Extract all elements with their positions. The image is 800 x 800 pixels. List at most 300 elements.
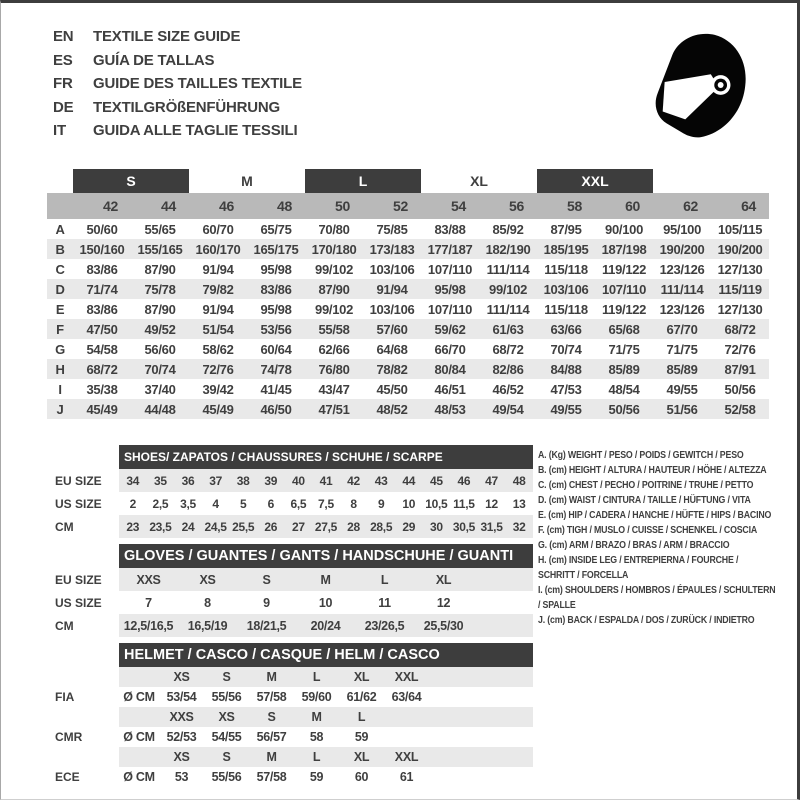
gloves-table-title: GLOVES / GUANTES / GANTS / HANDSCHUHE / GUANTI <box>119 544 533 568</box>
row-label: EU SIZE <box>47 469 119 492</box>
size-cell: 61/62 <box>346 690 377 704</box>
row-letter: G <box>55 341 65 357</box>
row-letter: C <box>55 261 65 277</box>
size-cell: 55/56 <box>211 770 242 784</box>
corner-spacer <box>47 193 73 219</box>
size-cell: 51/54 <box>189 319 247 339</box>
size-cell: 47/50 <box>73 319 131 339</box>
unit-cell <box>119 707 159 727</box>
size-cell: XS <box>178 568 237 591</box>
size-cell: 119/122 <box>601 301 647 317</box>
helmet-table-title: HELMET / CASCO / CASQUE / HELM / CASCO <box>119 643 533 667</box>
size-group-row <box>47 169 769 193</box>
size-cell: 50/56 <box>595 399 653 419</box>
size-column-44: 44 <box>131 193 189 219</box>
sub-table-row <box>47 767 533 787</box>
filler-cell <box>429 747 533 767</box>
size-cell: XL <box>339 667 384 687</box>
measure-row-I <box>47 379 769 399</box>
size-cell: S <box>204 667 249 687</box>
size-cell: 44/48 <box>131 399 189 419</box>
size-cell: 91/94 <box>202 301 234 317</box>
size-cell: 59/62 <box>421 319 479 339</box>
size-cell: 123/126 <box>659 261 705 277</box>
sub-table-row <box>47 687 533 707</box>
size-cell: 53/56 <box>247 319 305 339</box>
size-cell: 127/130 <box>717 301 763 317</box>
size-cell: 85/89 <box>595 359 653 379</box>
shoes-title-row <box>47 445 533 469</box>
row-label: EU SIZE <box>47 568 119 591</box>
size-column-42: 42 <box>73 193 131 219</box>
size-cell: 111/114 <box>486 261 530 277</box>
size-cell: 50/56 <box>724 381 756 397</box>
row-label <box>47 747 119 767</box>
size-cell: 68/72 <box>73 359 131 379</box>
size-cell: 39/42 <box>202 381 234 397</box>
size-cell: 123/126 <box>659 301 705 317</box>
size-cell: 84/88 <box>537 359 595 379</box>
size-cell: 25,5 <box>229 515 257 538</box>
size-cell: 83/86 <box>86 301 118 317</box>
language-title: GUIDA ALLE TAGLIE TESSILI <box>93 122 298 139</box>
size-cell: 185/195 <box>537 239 595 259</box>
size-cell: 177/187 <box>421 239 479 259</box>
size-cell: 173/183 <box>363 239 421 259</box>
size-cell: 12 <box>436 595 451 610</box>
size-column-60: 60 <box>595 193 653 219</box>
size-cell: 5 <box>239 496 247 511</box>
spacer-cell <box>47 544 119 568</box>
size-cell: 56/60 <box>144 341 176 357</box>
size-cell: 57/58 <box>256 690 287 704</box>
size-cell: 190/200 <box>653 239 711 259</box>
size-cell: L <box>294 667 339 687</box>
size-cell: 55/58 <box>305 319 363 339</box>
size-cell: 49/52 <box>131 319 189 339</box>
size-cell: L <box>339 707 384 727</box>
filler-cell <box>429 687 533 707</box>
size-cell: 99/102 <box>479 279 537 299</box>
size-cell: 23 <box>119 515 147 538</box>
size-cell: 45/49 <box>189 399 247 419</box>
size-cell: 105/115 <box>717 221 763 237</box>
row-label <box>47 707 119 727</box>
size-cell: 27 <box>285 515 313 538</box>
size-cell: 115/119 <box>711 279 769 299</box>
size-cell: 43/47 <box>318 381 350 397</box>
size-cell: 6 <box>267 496 274 511</box>
gloves-size-table <box>47 544 533 637</box>
size-cell: XS <box>204 707 249 727</box>
size-cell: XL <box>414 568 473 591</box>
size-cell: 54/58 <box>86 341 118 357</box>
size-cell: 99/102 <box>315 261 353 277</box>
size-cell: 49/54 <box>479 399 537 419</box>
size-cell: 23,5 <box>147 515 175 538</box>
size-cell: 35/38 <box>86 381 118 397</box>
size-cell: XXL <box>384 747 429 767</box>
size-cell: S <box>204 747 249 767</box>
size-cell: 65/68 <box>595 319 653 339</box>
legend-item: I. (cm) SHOULDERS / HOMBROS / ÉPAULES / SCHULTERN / SPALLE <box>538 585 776 611</box>
row-label <box>47 667 119 687</box>
size-cell: 95/98 <box>260 301 292 317</box>
size-cell: 28 <box>340 515 368 538</box>
row-letter: A <box>55 221 65 237</box>
size-cell: XXL <box>384 667 429 687</box>
size-cell: 50/60 <box>86 221 118 237</box>
measure-row-D <box>47 279 769 299</box>
row-label: CMR <box>47 727 119 747</box>
size-cell: 115/118 <box>544 301 588 317</box>
row-label: CM <box>47 614 119 637</box>
language-title: TEXTILE SIZE GUIDE <box>93 28 241 45</box>
size-cell: 82/86 <box>479 359 537 379</box>
measure-row-C <box>47 259 769 279</box>
size-cell: 71/75 <box>666 341 698 357</box>
size-cell: 45/50 <box>376 381 408 397</box>
size-cell: 71/75 <box>608 341 640 357</box>
size-cell: 80/84 <box>421 359 479 379</box>
sub-table-row <box>47 614 533 637</box>
size-cell: 13 <box>512 496 526 511</box>
size-cell: 47/53 <box>550 381 582 397</box>
unit-cell <box>119 667 159 687</box>
size-cell: 42 <box>340 469 368 492</box>
size-cell: 65/75 <box>260 221 292 237</box>
size-cell: 190/200 <box>711 239 769 259</box>
language-title: TEXTILGRÖßENFÜHRUNG <box>93 98 281 116</box>
language-title: GUÍA DE TALLAS <box>93 51 215 69</box>
size-cell: 55/65 <box>144 221 176 237</box>
measure-row-E <box>47 299 769 319</box>
size-cell: 48/52 <box>363 399 421 419</box>
row-letter: H <box>47 359 73 379</box>
size-cell: 9 <box>377 496 385 511</box>
language-row <box>53 96 302 120</box>
size-cell: 150/160 <box>73 239 131 259</box>
language-row <box>53 119 302 143</box>
size-cell: 59 <box>354 730 369 744</box>
spacer-cell <box>47 445 119 469</box>
size-cell: 91/94 <box>363 279 421 299</box>
size-cell: 62/66 <box>318 341 350 357</box>
filler-cell <box>429 727 533 747</box>
size-cell: 2 <box>129 496 136 511</box>
size-cell: M <box>294 707 339 727</box>
row-label: ECE <box>47 767 119 787</box>
size-cell: 25,5/30 <box>414 614 473 637</box>
sub-table-row <box>47 591 533 614</box>
size-cell: 10 <box>318 595 333 610</box>
size-cell: 60/70 <box>202 221 234 237</box>
size-cell: 45 <box>423 469 451 492</box>
row-letter: F <box>47 319 73 339</box>
size-cell: 36 <box>174 469 202 492</box>
size-cell: 8 <box>204 595 211 610</box>
legend-item: C. (cm) CHEST / PECHO / POITRINE / TRUHE / PETTO <box>538 480 754 491</box>
size-cell: 48/53 <box>421 399 479 419</box>
size-cell: 103/106 <box>369 301 415 317</box>
gloves-title-row <box>47 544 533 568</box>
size-cell: 83/86 <box>86 261 118 277</box>
row-letter: D <box>47 279 73 299</box>
size-cell: 127/130 <box>717 261 763 277</box>
filler-cell <box>429 767 533 787</box>
filler-cell <box>429 667 533 687</box>
size-cell: 29 <box>395 515 423 538</box>
sub-table-row <box>47 492 533 515</box>
row-letter: I <box>58 381 62 397</box>
legend-item: G. (cm) ARM / BRAZO / BRAS / ARM / BRACCIO <box>538 540 730 551</box>
size-cell: 83/88 <box>434 221 466 237</box>
size-cell: 9 <box>263 595 270 610</box>
size-cell: XL <box>339 747 384 767</box>
size-cell: XXS <box>159 707 204 727</box>
language-code: FR <box>53 75 73 92</box>
size-cell: 67/70 <box>653 319 711 339</box>
size-cell: 182/190 <box>479 239 537 259</box>
size-cell: 31,5 <box>478 515 506 538</box>
size-column-64: 64 <box>711 193 769 219</box>
language-code: DE <box>53 98 74 116</box>
size-cell: 46/50 <box>247 399 305 419</box>
size-cell: 49/55 <box>666 381 698 397</box>
size-cell: 16,5/19 <box>178 614 237 637</box>
size-cell: L <box>355 568 414 591</box>
size-cell: 59/60 <box>301 690 332 704</box>
size-cell: XS <box>159 747 204 767</box>
measure-row-F <box>47 319 769 339</box>
size-cell: 72/76 <box>724 341 756 357</box>
size-cell: 37 <box>202 469 230 492</box>
size-cell: 35 <box>147 469 175 492</box>
size-cell: 27,5 <box>312 515 340 538</box>
legend-item: B. (cm) HEIGHT / ALTURA / HAUTEUR / HÖHE / ALTEZZA <box>538 465 767 476</box>
size-cell: 58/62 <box>202 341 234 357</box>
racing-helmet-icon <box>649 29 753 141</box>
language-title: GUIDE DES TAILLES TEXTILE <box>93 75 302 92</box>
size-cell: 63/66 <box>537 319 595 339</box>
size-cell: 18/21,5 <box>237 614 296 637</box>
size-cell: 99/102 <box>315 301 353 317</box>
size-column-48: 48 <box>247 193 305 219</box>
size-cell: 61 <box>399 770 414 784</box>
size-cell: 74/78 <box>247 359 305 379</box>
sub-tables-section <box>47 445 537 793</box>
size-cell: 70/80 <box>318 221 350 237</box>
spacer-cell <box>47 643 119 667</box>
size-cell: 11 <box>378 595 391 610</box>
size-cell: 103/106 <box>369 261 415 277</box>
garment-size-table <box>47 169 769 419</box>
size-cell: M <box>249 667 294 687</box>
unit-cell <box>119 747 159 767</box>
size-cell: 75/85 <box>376 221 408 237</box>
size-cell: 24,5 <box>202 515 230 538</box>
size-cell: 4 <box>212 496 219 511</box>
size-cell: XXS <box>119 568 178 591</box>
row-letter: J <box>47 399 73 419</box>
language-title-list <box>53 25 302 143</box>
size-cell: 46 <box>450 469 478 492</box>
size-cell <box>384 727 429 747</box>
size-cell: 155/165 <box>131 239 189 259</box>
size-cell: 53 <box>174 770 189 784</box>
measure-row-A <box>47 219 769 239</box>
measure-row-H <box>47 359 769 379</box>
size-cell: 10,5 <box>425 496 448 511</box>
size-cell: 46/52 <box>492 381 524 397</box>
size-cell: 58 <box>309 730 324 744</box>
size-cell: 43 <box>367 469 395 492</box>
legend-item: H. (cm) INSIDE LEG / ENTREPIERNA / FOURCHE / SCHRITT / FORCELLA <box>538 555 739 581</box>
sub-table-row <box>47 747 533 767</box>
size-cell: 7,5 <box>318 496 334 511</box>
size-cell: 87/95 <box>550 221 582 237</box>
size-cell: 68/72 <box>711 319 769 339</box>
sub-table-row <box>47 469 533 492</box>
size-cell: 71/74 <box>73 279 131 299</box>
size-cell: 83/86 <box>247 279 305 299</box>
language-row <box>53 72 302 96</box>
size-cell: 2,5 <box>152 496 169 511</box>
measurement-legend <box>538 448 776 628</box>
size-cell: 107/110 <box>427 261 473 277</box>
size-cell: 52/53 <box>166 730 197 744</box>
language-code: ES <box>53 51 73 69</box>
size-cell: 39 <box>257 469 285 492</box>
sub-table-row <box>47 707 533 727</box>
size-cell: 79/82 <box>189 279 247 299</box>
size-cell: 95/98 <box>260 261 292 277</box>
size-cell: 51/56 <box>653 399 711 419</box>
size-column-50: 50 <box>305 193 363 219</box>
size-cell: 41 <box>312 469 340 492</box>
size-cell: 48 <box>505 469 533 492</box>
helmet-title-row <box>47 643 533 667</box>
size-cell: 3,5 <box>180 496 196 511</box>
size-cell: 72/76 <box>189 359 247 379</box>
size-cell: 170/180 <box>305 239 363 259</box>
sub-table-row <box>47 568 533 591</box>
size-cell: XS <box>159 667 204 687</box>
size-cell: 46/51 <box>434 381 466 397</box>
row-label: FIA <box>47 687 119 707</box>
size-cell: 64/68 <box>376 341 408 357</box>
size-cell: 49/55 <box>537 399 595 419</box>
size-cell: 90/100 <box>605 221 644 237</box>
size-cell: 57/60 <box>363 319 421 339</box>
filler-cell <box>473 614 533 637</box>
size-cell: 23/26,5 <box>355 614 414 637</box>
size-cell: 187/198 <box>595 239 653 259</box>
size-cell <box>384 707 429 727</box>
size-cell: 8 <box>350 496 357 511</box>
size-cell: 12 <box>485 496 498 511</box>
size-cell: 47 <box>478 469 506 492</box>
size-cell: 107/110 <box>427 301 473 317</box>
size-cell: 38 <box>229 469 257 492</box>
filler-cell <box>429 707 533 727</box>
size-cell: 119/122 <box>601 261 647 277</box>
size-cell: 76/80 <box>305 359 363 379</box>
group-spacer <box>47 169 73 193</box>
sub-table-row <box>47 667 533 687</box>
size-cell: 7 <box>145 595 152 610</box>
filler-cell <box>473 568 533 591</box>
size-cell: 111/114 <box>653 279 711 299</box>
size-cell: 47/51 <box>305 399 363 419</box>
size-cell: 111/114 <box>486 301 530 317</box>
language-row <box>53 49 302 73</box>
legend-item: E. (cm) HIP / CADERA / HANCHE / HÜFTE / HIPS / BACINO <box>538 510 772 521</box>
size-cell: 87/90 <box>144 261 176 277</box>
size-cell: 57/58 <box>256 770 287 784</box>
size-cell: 41/45 <box>260 381 292 397</box>
size-cell: 66/70 <box>434 341 466 357</box>
measure-row-B <box>47 239 769 259</box>
language-row <box>53 25 302 49</box>
size-cell: 75/78 <box>131 279 189 299</box>
size-column-46: 46 <box>189 193 247 219</box>
size-cell: 11,5 <box>453 496 475 511</box>
size-group-XL: XL <box>421 169 537 193</box>
size-cell: 91/94 <box>202 261 234 277</box>
size-cell: 63/64 <box>391 690 422 704</box>
size-cell: M <box>249 747 294 767</box>
size-column-56: 56 <box>479 193 537 219</box>
row-letter: E <box>55 301 65 317</box>
shoes-size-table <box>47 445 533 538</box>
language-code: IT <box>53 122 66 139</box>
row-label: CM <box>47 515 119 538</box>
size-cell: 55/56 <box>211 690 242 704</box>
size-cell: S <box>249 707 294 727</box>
row-label: US SIZE <box>47 591 119 614</box>
racing-helmet-icon <box>649 29 753 141</box>
size-cell: 60/64 <box>260 341 292 357</box>
shoes-table-title: SHOES/ ZAPATOS / CHAUSSURES / SCHUHE / SCARPE <box>119 445 533 469</box>
size-cell: 87/91 <box>711 359 769 379</box>
size-cell: 54/55 <box>211 730 242 744</box>
measure-row-G <box>47 339 769 359</box>
unit-cell: Ø CM <box>123 690 155 704</box>
legend-item: J. (cm) BACK / ESPALDA / DOS / ZURÜCK / INDIETRO <box>538 615 755 626</box>
size-cell: 103/106 <box>537 279 595 299</box>
size-cell: 87/90 <box>144 301 176 317</box>
size-cell: 68/72 <box>492 341 524 357</box>
size-cell: S <box>237 568 296 591</box>
size-cell: 59 <box>309 770 324 784</box>
size-cell: 45/49 <box>73 399 131 419</box>
size-cell: 115/118 <box>544 261 588 277</box>
size-cell: 37/40 <box>144 381 176 397</box>
size-cell: 6,5 <box>290 496 307 511</box>
legend-item: F. (cm) TIGH / MUSLO / CUISSE / SCHENKEL / COSCIA <box>538 525 758 536</box>
size-cell: 44 <box>395 469 423 492</box>
size-column-54: 54 <box>421 193 479 219</box>
size-cell: 26 <box>257 515 285 538</box>
size-column-62: 62 <box>653 193 711 219</box>
size-column-58: 58 <box>537 193 595 219</box>
sub-table-row <box>47 727 533 747</box>
size-cell: 78/82 <box>363 359 421 379</box>
size-cell: 85/89 <box>653 359 711 379</box>
language-code: EN <box>53 28 74 45</box>
size-cell: 32 <box>505 515 533 538</box>
